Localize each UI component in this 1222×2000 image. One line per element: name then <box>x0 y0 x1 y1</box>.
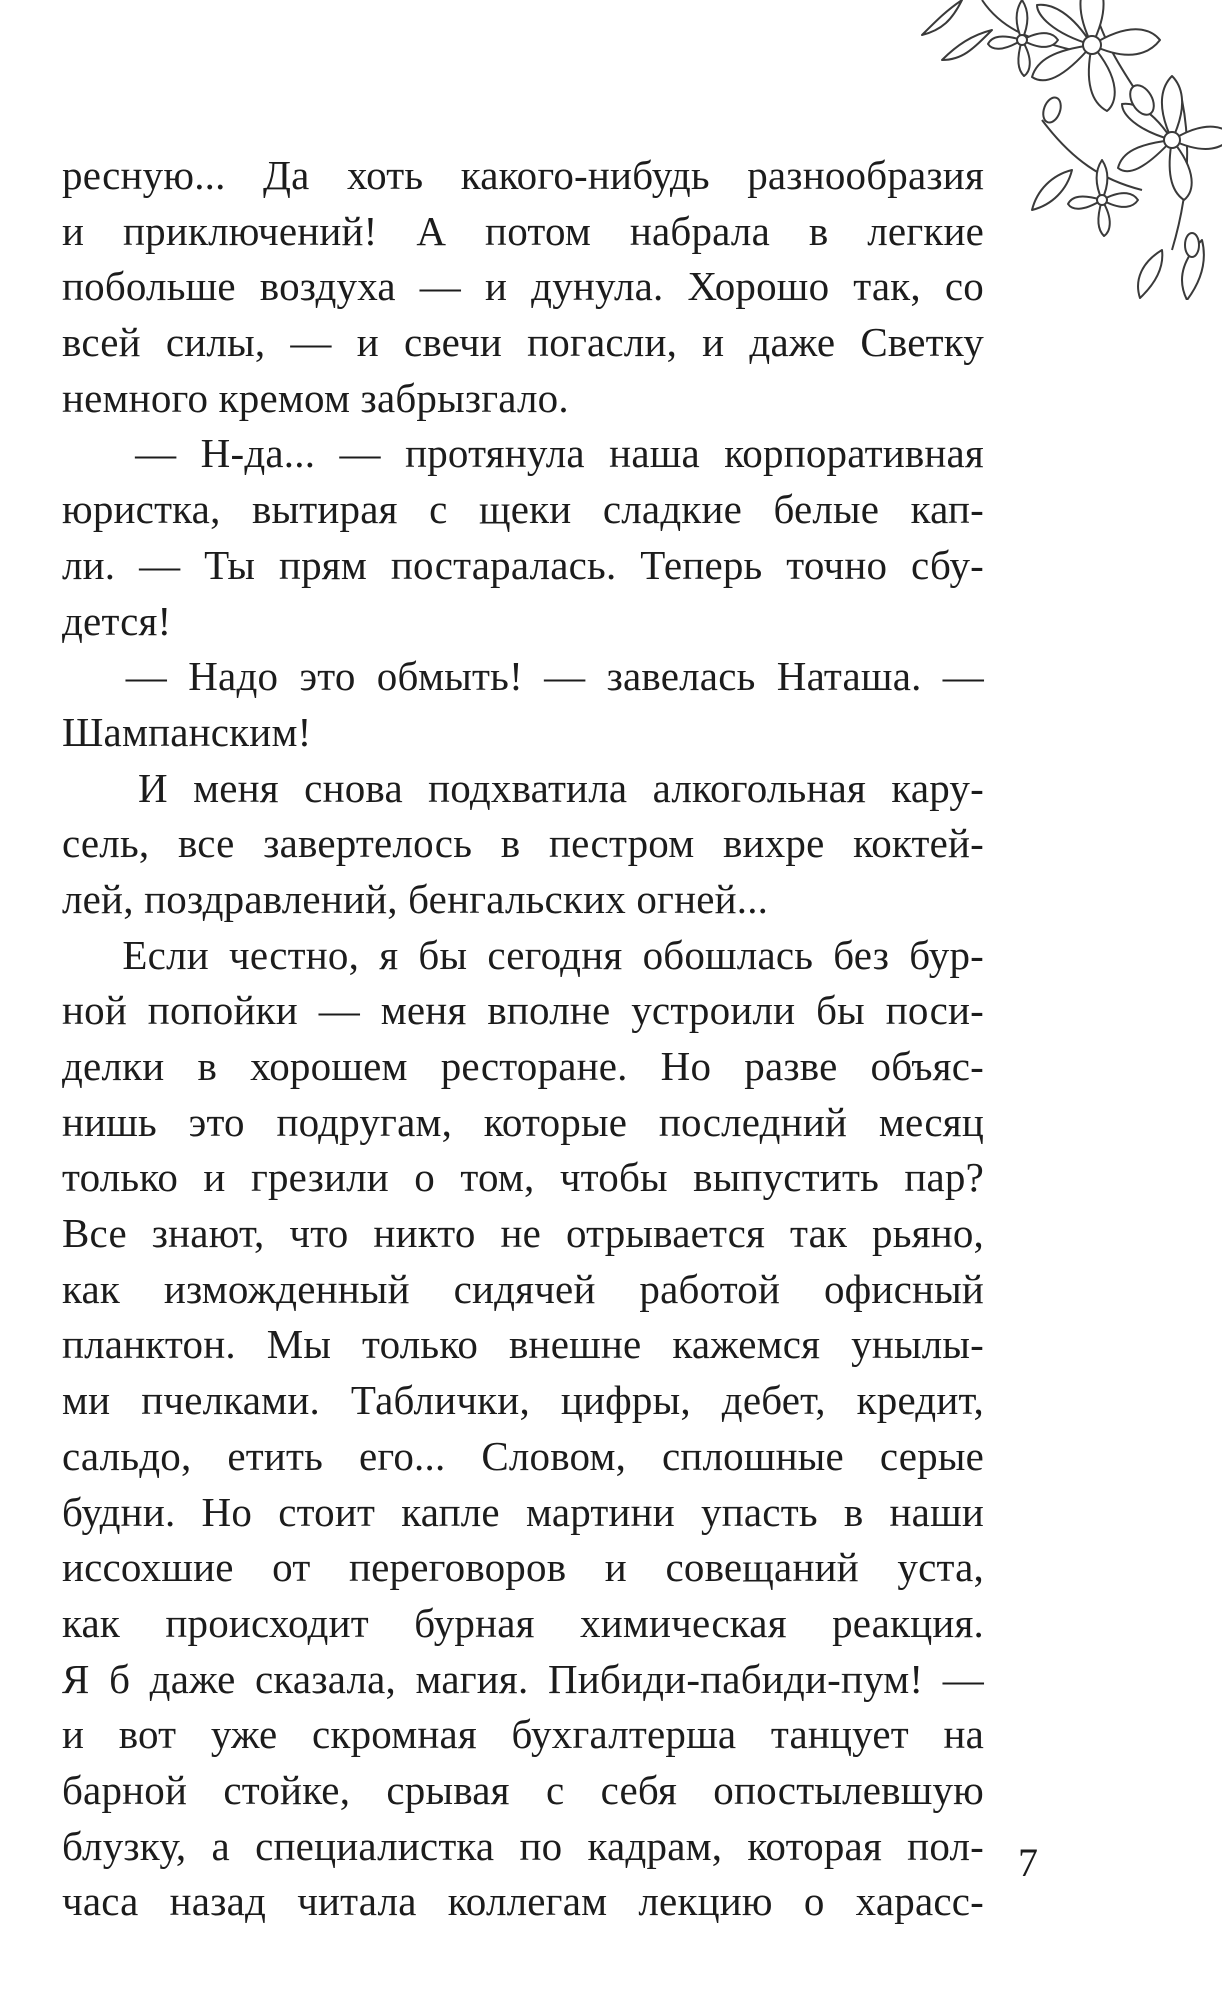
text-line: юристка, вытирая с щеки сладкие белые кап- <box>62 486 984 533</box>
text-line: ли. — Ты прям постаралась. Теперь точно сбу- <box>62 541 984 588</box>
text-line: дется! <box>62 597 172 644</box>
text-line: только и грезили о том, чтобы выпустить пар? <box>62 1154 984 1201</box>
text-line: планктон. Мы только внешне кажемся унылы- <box>62 1321 984 1368</box>
text-line: ной попойки — меня вполне устроили бы поси- <box>62 987 984 1034</box>
text-line: ресную... Да хоть какого-нибудь разнообразия <box>62 152 984 198</box>
text-line: делки в хорошем ресторане. Но разве объяс- <box>62 1043 984 1089</box>
text-line: как происходит бурная химическая реакция. <box>62 1599 984 1646</box>
text-line: сальдо, етить его... Словом, сплошные серые <box>62 1432 984 1479</box>
text-line: всей силы, — и свечи погасли, и даже Светку <box>62 319 984 366</box>
text-line: ми пчелками. Таблички, цифры, дебет, кредит, <box>62 1377 984 1424</box>
text-line: Я б даже сказала, магия. Пибиди-пабиди-пум! — <box>62 1655 984 1702</box>
text-line: блузку, а специалистка по кадрам, которая пол- <box>62 1822 984 1869</box>
text-line: — Н-да... — протянула наша корпоративная <box>62 430 984 477</box>
text-line: Все знают, что никто не отрывается так рьяно, <box>62 1210 984 1257</box>
text-line: часа назад читала коллегам лекцию о харасс- <box>62 1878 984 1925</box>
text-line: Если честно, я бы сегодня обошлась без бур- <box>62 931 984 978</box>
body-text <box>62 148 984 1930</box>
text-line: сель, все завертелось в пестром вихре коктей- <box>62 820 984 867</box>
text-line: — Надо это обмыть! — завелась Наташа. — <box>62 653 984 700</box>
text-line: и вот уже скромная бухгалтерша танцует на <box>62 1711 984 1758</box>
text-line: как изможденный сидячей работой офисный <box>62 1265 984 1312</box>
text-line: нишь это подругам, которые последний месяц <box>62 1098 984 1145</box>
text-line: будни. Но стоит капле мартини упасть в наши <box>62 1488 984 1535</box>
text-line: Шампанским! <box>62 708 312 755</box>
text-line: барной стойке, срывая с себя опостылевшую <box>62 1766 984 1813</box>
text-line: лей, поздравлений, бенгальских огней... <box>62 875 769 922</box>
text-line: и приключений! А потом набрала в легкие <box>62 207 984 254</box>
text-line: иссохшие от переговоров и совещаний уста, <box>62 1544 984 1591</box>
text-line: побольше воздуха — и дунула. Хорошо так, со <box>62 263 984 310</box>
text-line: И меня снова подхватила алкогольная кару- <box>62 764 984 811</box>
text-line: немного кремом забрызгало. <box>62 374 569 421</box>
page-number: 7 <box>1018 1840 1038 1885</box>
